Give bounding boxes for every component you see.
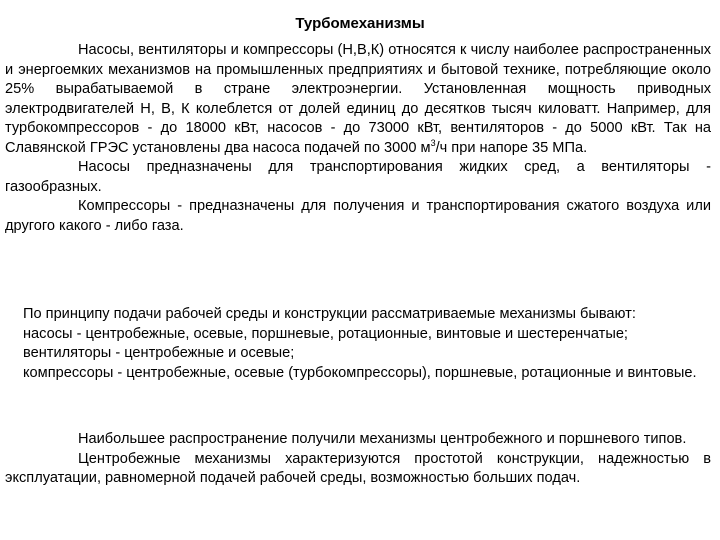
classification-section	[5, 305, 711, 383]
intro-section	[5, 41, 711, 236]
cubic-superscript: 3	[430, 137, 436, 148]
page-title: Турбомеханизмы	[295, 15, 425, 32]
intro-paragraph-1-tail: /ч при напоре 35 МПа.	[435, 139, 588, 156]
intro-paragraph-2: Насосы предназначены для транспортирования жидких сред, а вентиляторы - газообразных.	[5, 159, 711, 195]
intro-paragraph-1-text: Насосы, вентиляторы и компрессоры (Н,В,К) относятся к числу наиболее распространенных и энергоемких механизмов на промышленных предприятиях и бытовой технике, потребляющие около 25% вырабатываемой в стране электроэнергии. Установленная мощность приводных электродвигателей Н, В, К колеблется от долей единиц до десятков тысяч киловатт. Например, для турбокомпрессоров - до 18000 кВт, насосов - до 73000 кВт, вентиляторов - до 5000 кВт. Так на Славянской ГРЭС установлены два насоса подачей по 3000 м	[5, 42, 711, 156]
classification-fans: вентиляторы - центробежные и осевые;	[23, 345, 295, 361]
classification-pumps: насосы - центробежные, осевые, поршневые, ротационные, винтовые и шестеренчатые;	[23, 325, 628, 342]
conclusion-section	[5, 430, 711, 489]
conclusion-paragraph-1: Наибольшее распространение получили механизмы центробежного и поршневого типов.	[78, 431, 687, 447]
classification-heading: По принципу подачи рабочей среды и конструкции рассматриваемые механизмы бывают:	[23, 306, 636, 322]
classification-compressors: компрессоры - центробежные, осевые (турбокомпрессоры), поршневые, ротационные и винтовые.	[23, 364, 697, 381]
intro-paragraph-1	[5, 41, 711, 158]
conclusion-paragraph-2: Центробежные механизмы характеризуются простотой конструкции, надежностью в эксплуатации, равномерной подачей рабочей среды, возможностью больших подач.	[5, 450, 711, 486]
intro-paragraph-3: Компрессоры - предназначены для получения и транспортирования сжатого воздуха или другого какого - либо газа.	[5, 198, 711, 234]
